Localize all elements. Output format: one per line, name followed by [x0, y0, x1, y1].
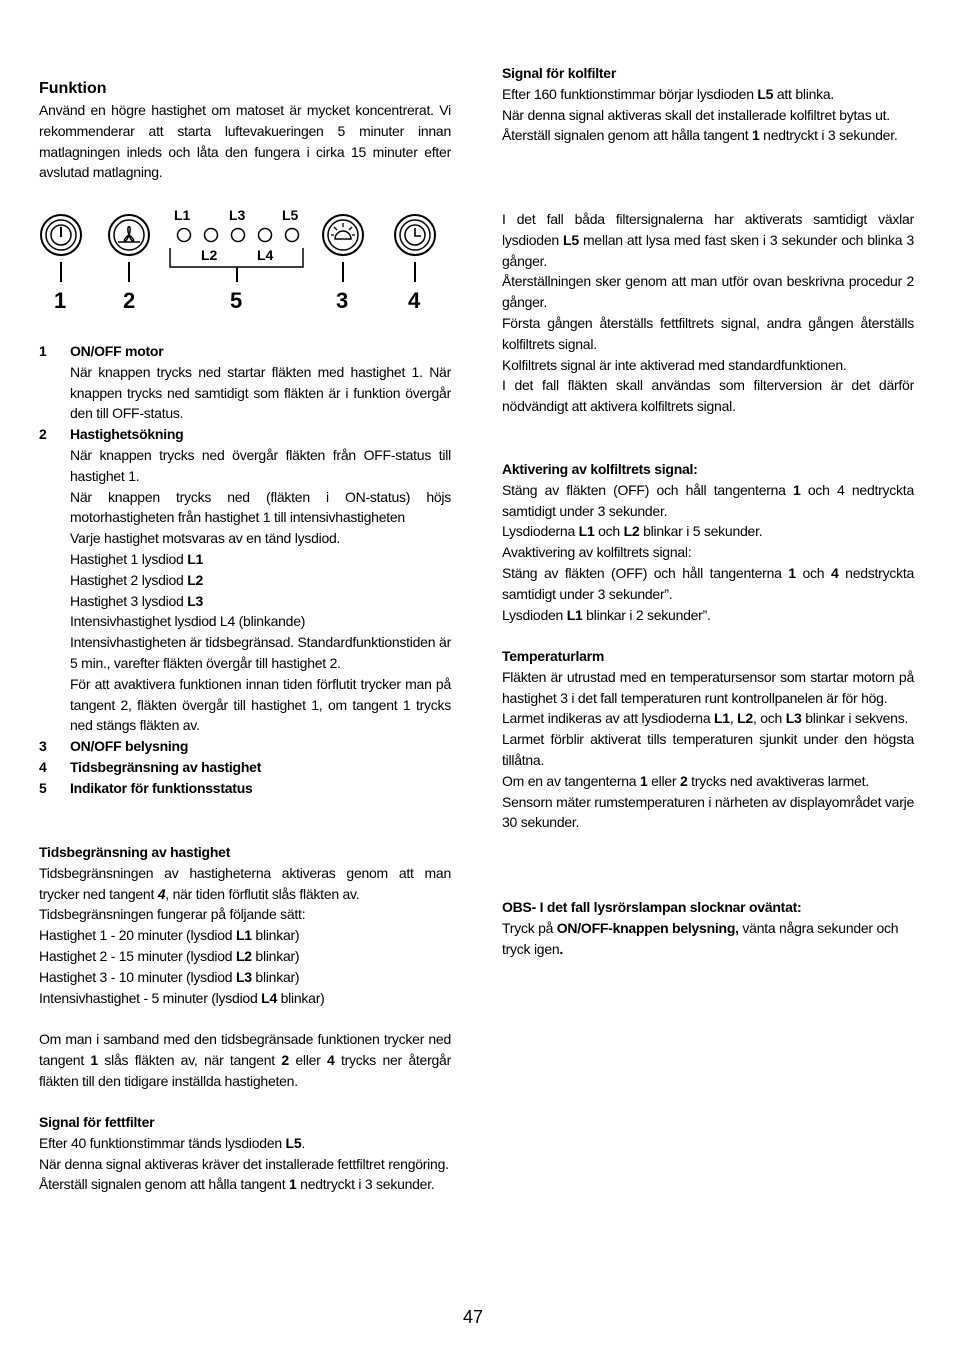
led-label-l3: L3	[229, 207, 246, 223]
item-text: Varje hastighet motsvaras av en tänd lysdiod.	[70, 530, 341, 547]
panel-number-4: 4	[408, 288, 421, 313]
carbon-filter-section	[502, 63, 914, 146]
item-text: När knappen trycks ned (fläkten i ON-status) höjs motorhastigheten från hastighet 1 till intensivhastigheten	[70, 488, 451, 526]
item-4	[39, 757, 451, 778]
panel-number-2: 2	[123, 288, 136, 313]
carbon-p1: Efter 160 funktionstimmar börjar lysdioden L5 att blinka.	[502, 85, 835, 102]
item-title: ON/OFF belysning	[70, 738, 189, 755]
item-title: Indikator för funktionsstatus	[70, 779, 253, 796]
panel-number-1: 1	[54, 288, 67, 313]
item-2	[39, 424, 451, 736]
timer-button-icon	[395, 215, 435, 255]
item-title: Tidsbegränsning av hastighet	[70, 758, 262, 775]
led-indicator-group	[170, 207, 303, 282]
item-title: Hastighetsökning	[70, 426, 184, 443]
activate-carbon-section	[502, 459, 914, 625]
grease-p1: Efter 40 funktionstimmar tänds lysdioden L5.	[39, 1134, 306, 1151]
section-title: Temperaturlarm	[502, 648, 605, 664]
activate-p4: Stäng av fläkten (OFF) och håll tangenterna 1 och 4 nedstryckta samtidigt under 3 sekunder”.	[502, 564, 914, 602]
grease-p2: När denna signal aktiveras kräver det installerade fettfiltret rengöring.	[39, 1155, 449, 1172]
item-1	[39, 341, 451, 424]
carbon-p3: Återställ signalen genom att hålla tangent 1 nedtryckt i 3 sekunder.	[502, 127, 898, 144]
page-number: 47	[463, 1307, 484, 1327]
item-text: Intensivhastigheten är tidsbegränsad. Standardfunktionstiden är 5 min., varefter fläkten övergår till hastighet 2.	[70, 634, 451, 671]
both-p5: I det fall fläkten skall användas som filterversion är det därför nödvändigt att aktivera kolfiltrets signal.	[502, 377, 914, 415]
speed-1-line: Hastighet 1 lysdiod L1	[70, 550, 204, 567]
time-limit-row: Hastighet 3 - 10 minuter (lysdiod L3 blinkar)	[39, 968, 300, 985]
temp-p3: Larmet förblir aktiverat tills temperaturen sjunkit under den högsta tillåtna.	[502, 731, 914, 768]
time-limit-p2: Tidsbegränsningen fungerar på följande sätt:	[39, 906, 306, 923]
led-label-l4: L4	[257, 247, 274, 263]
item-number: 5	[39, 779, 47, 796]
time-limit-row: Intensivhastighet - 5 minuter (lysdiod L4 blinkar)	[39, 989, 325, 1006]
control-panel-svg	[39, 200, 451, 320]
control-panel-diagram	[39, 200, 451, 320]
section-title: Signal för fettfilter	[39, 1114, 155, 1130]
time-limit-p1: Tidsbegränsningen av hastigheterna aktiveras genom att man trycker ned tangent 4, när tiden förflutit slås fläkten av.	[39, 864, 451, 902]
activate-p5: Lysdioden L1 blinkar i 2 sekunder”.	[502, 606, 711, 623]
grease-filter-section	[39, 1112, 451, 1195]
obs-p1: Tryck på ON/OFF-knappen belysning, vänta några sekunder och tryck igen.	[502, 919, 899, 957]
led-label-l2: L2	[201, 247, 218, 263]
item-number: 1	[39, 343, 47, 359]
time-limit-p3: Om man i samband med den tidsbegränsade funktionen trycker ned tangent 1 slås fläkten av, när tangent 2 eller 4 trycks ner återgår fläkten till den tidigare inställda hastigheten.	[39, 1031, 451, 1089]
time-limit-section	[39, 842, 451, 1092]
control-items-list	[39, 341, 451, 799]
section-title: Signal för kolfilter	[502, 65, 617, 81]
carbon-p2: När denna signal aktiveras skall det installerade kolfiltret bytas ut.	[502, 106, 890, 123]
temp-p4: Om en av tangenterna 1 eller 2 trycks ned avaktiveras larmet.	[502, 772, 869, 789]
both-signals-section	[502, 209, 914, 417]
speed-3-line: Hastighet 3 lysdiod L3	[70, 592, 204, 609]
section-title: Aktivering av kolfiltrets signal:	[502, 461, 698, 477]
led-label-l1: L1	[174, 207, 191, 223]
both-p3: Första gången återställs fettfiltrets signal, andra gången återställs kolfiltrets signal.	[502, 314, 914, 352]
item-number: 4	[39, 758, 47, 775]
funktion-text: Använd en högre hastighet om matoset är mycket koncentrerat. Vi rekommenderar att starta luftevakueringen 5 minuter innan matlagningen inleds och låta den fungera i cirka 15 minuter efter avslutad matlagning.	[39, 102, 451, 181]
both-p2: Återställningen sker genom att man utför ovan beskrivna procedur 2 gånger.	[502, 273, 914, 311]
intensive-line: Intensivhastighet lysdiod L4 (blinkande)	[70, 613, 306, 630]
time-limit-row: Hastighet 2 - 15 minuter (lysdiod L2 blinkar)	[39, 947, 300, 964]
item-number: 2	[39, 426, 47, 443]
grease-p3: Återställ signalen genom att hålla tangent 1 nedtryckt i 3 sekunder.	[39, 1176, 435, 1193]
activate-p3: Avaktivering av kolfiltrets signal:	[502, 544, 692, 561]
item-5	[39, 778, 451, 799]
temperature-alarm-section	[502, 646, 914, 833]
panel-number-3: 3	[336, 288, 349, 313]
item-text: När knappen trycks ned startar fläkten med hastighet 1. När knappen trycks ned samtidigt som fläkten är i funktion övergår den till OFF-status.	[70, 363, 451, 422]
fan-button-icon	[109, 215, 149, 255]
panel-number-5: 5	[230, 288, 243, 313]
time-limit-row: Hastighet 1 - 20 minuter (lysdiod L1 blinkar)	[39, 927, 300, 944]
section-title: OBS- I det fall lysrörslampan slocknar oväntat:	[502, 899, 802, 915]
led-label-l5: L5	[282, 207, 299, 223]
item-3	[39, 736, 451, 757]
funktion-title: Funktion	[39, 80, 107, 97]
item-text: För att avaktivera funktionen innan tiden förflutit trycker man på tangent 2, fläkten övergår till hastighet 1, om tangent 1 trycks ned stängs fläkten av.	[70, 675, 451, 734]
temp-p2: Larmet indikeras av att lysdioderna L1, L2, och L3 blinkar i sekvens.	[502, 710, 909, 727]
both-p4: Kolfiltrets signal är inte aktiverad med standardfunktionen.	[502, 356, 847, 373]
both-p1: I det fall båda filtersignalerna har aktiverats samtidigt växlar lysdioden L5 mellan att lysa med fast sken i 3 sekunder och blinka 3 gånger.	[502, 211, 914, 269]
activate-p2: Lysdioderna L1 och L2 blinkar i 5 sekunder.	[502, 523, 763, 540]
temp-p5: Sensorn mäter rumstemperaturen i närheten av displayområdet varje 30 sekunder.	[502, 793, 914, 831]
light-button-icon	[323, 215, 363, 255]
item-title: ON/OFF motor	[70, 343, 164, 359]
section-title: Tidsbegränsning av hastighet	[39, 844, 231, 860]
activate-p1: Stäng av fläkten (OFF) och håll tangenterna 1 och 4 nedtryckta samtidigt under 3 sekunder.	[502, 481, 914, 519]
item-number: 3	[39, 738, 47, 755]
speed-2-line: Hastighet 2 lysdiod L2	[70, 571, 204, 588]
power-button-icon	[41, 215, 81, 255]
item-text: När knappen trycks ned övergår fläkten från OFF-status till hastighet 1.	[70, 446, 451, 484]
temp-p1: Fläkten är utrustad med en temperatursensor som startar motorn på hastighet 3 i det fall temperaturen runt kontrollpanelen är för hög.	[502, 668, 914, 706]
obs-section	[502, 897, 914, 959]
